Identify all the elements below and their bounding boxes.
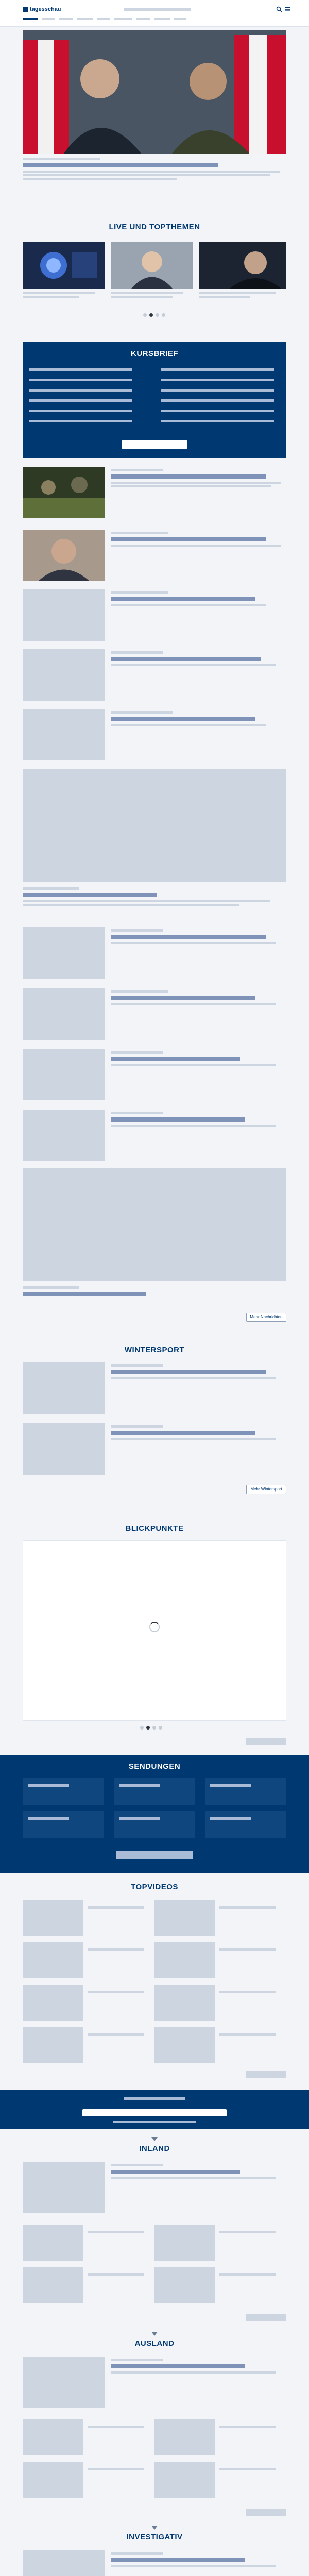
- ausland-thumb[interactable]: [154, 2462, 215, 2498]
- news-thumb-3[interactable]: [23, 589, 105, 641]
- topvideo-title[interactable]: [219, 1906, 276, 1909]
- topvideo-thumb[interactable]: [23, 2027, 83, 2063]
- carousel-dot[interactable]: [152, 1726, 156, 1730]
- news-teaser: [111, 545, 281, 547]
- wintersport-kicker: [111, 1364, 163, 1367]
- news-teaser: [111, 1003, 276, 1005]
- topvideo-thumb[interactable]: [154, 2027, 215, 2063]
- hero-headline[interactable]: [23, 163, 218, 167]
- carousel-dot[interactable]: [159, 1726, 162, 1730]
- carousel-dot[interactable]: [149, 313, 153, 317]
- kursbrief-item[interactable]: [29, 389, 132, 392]
- carousel-dot[interactable]: [146, 1726, 150, 1730]
- carousel-dot[interactable]: [143, 313, 147, 317]
- live-card-1-title[interactable]: [23, 296, 79, 298]
- ausland-item-title[interactable]: [219, 2468, 276, 2470]
- kursbrief-item[interactable]: [161, 379, 274, 381]
- hero-teaser: [23, 171, 280, 173]
- inland-kicker: [111, 2164, 163, 2166]
- section-title-live: LIVE UND TOPTHEMEN: [109, 223, 200, 231]
- news-kicker: [111, 651, 163, 654]
- inland-item-title[interactable]: [88, 2273, 144, 2276]
- inland-thumb[interactable]: [23, 2225, 83, 2261]
- news-teaser: [111, 942, 276, 944]
- news-kicker: [111, 1051, 163, 1054]
- sendung-title: [28, 1784, 69, 1787]
- sendung-title: [210, 1817, 251, 1820]
- topvideo-thumb[interactable]: [23, 1942, 83, 1978]
- blickpunkte-button[interactable]: [246, 1738, 286, 1745]
- news-headline[interactable]: [111, 1117, 245, 1122]
- news-teaser: [111, 724, 266, 726]
- news-thumb-8[interactable]: [23, 1049, 105, 1100]
- topvideo-thumb[interactable]: [23, 1900, 83, 1936]
- news-kicker: [111, 711, 173, 714]
- sendung-tile-2[interactable]: [114, 1778, 195, 1805]
- topvideo-title[interactable]: [88, 1991, 144, 1993]
- news-headline[interactable]: [111, 935, 266, 939]
- sendung-tile-4[interactable]: [23, 1811, 104, 1838]
- more-news-button[interactable]: Mehr Nachrichten: [246, 1313, 286, 1322]
- live-card-2-image[interactable]: [111, 242, 193, 289]
- inland-thumb[interactable]: [154, 2225, 215, 2261]
- section-title-investigativ: INVESTIGATIV: [126, 2533, 183, 2541]
- nav-tab[interactable]: [97, 18, 110, 20]
- kursbrief-item[interactable]: [161, 420, 274, 422]
- news-headline[interactable]: [111, 657, 261, 661]
- wintersport-headline[interactable]: [111, 1431, 255, 1435]
- sendung-tile-5[interactable]: [114, 1811, 195, 1838]
- sendung-tile-3[interactable]: [205, 1778, 286, 1805]
- live-card-2-title[interactable]: [111, 292, 183, 294]
- topvideo-title[interactable]: [219, 1991, 276, 1993]
- news-thumb-7[interactable]: [23, 988, 105, 1040]
- news-teaser: [111, 1125, 276, 1127]
- sendung-title: [210, 1784, 251, 1787]
- investigativ-teaser: [111, 2565, 276, 2567]
- news-thumb-9[interactable]: [23, 1110, 105, 1161]
- kursbrief-item[interactable]: [161, 399, 274, 402]
- kursbrief-item[interactable]: [29, 420, 132, 422]
- inland-lead-image[interactable]: [23, 2162, 105, 2213]
- feature-image[interactable]: [23, 769, 286, 882]
- wintersport-headline[interactable]: [111, 1370, 266, 1374]
- ausland-kicker: [111, 2359, 163, 2361]
- inland-thumb[interactable]: [23, 2267, 83, 2303]
- topvideo-title[interactable]: [219, 2033, 276, 2036]
- inland-item-title[interactable]: [219, 2273, 276, 2276]
- news-teaser: [111, 482, 281, 484]
- wintersport-teaser: [111, 1438, 276, 1440]
- chevron-down-icon: [151, 2137, 158, 2141]
- topvideos-button[interactable]: [246, 2071, 286, 2078]
- topvideo-title[interactable]: [88, 1906, 144, 1909]
- nav-tab[interactable]: [23, 18, 38, 20]
- newsletter-title: [124, 2097, 185, 2100]
- news-teaser: [111, 604, 266, 606]
- section-title-blickpunkte: BLICKPUNKTE: [125, 1524, 184, 1533]
- nav-tab[interactable]: [174, 18, 186, 20]
- logo-mark-icon: [23, 7, 28, 12]
- ausland-item-title[interactable]: [219, 2426, 276, 2428]
- inland-thumb[interactable]: [154, 2267, 215, 2303]
- wintersport-thumb[interactable]: [23, 1362, 105, 1414]
- loading-spinner: [149, 1622, 160, 1632]
- news-kicker: [111, 990, 168, 993]
- wintersport-thumb[interactable]: [23, 1423, 105, 1475]
- kursbrief-item[interactable]: [161, 410, 274, 412]
- news-headline[interactable]: [111, 717, 255, 721]
- kursbrief-item[interactable]: [161, 389, 274, 392]
- site-header: [0, 0, 309, 27]
- kursbrief-item[interactable]: [29, 379, 132, 381]
- topvideo-title[interactable]: [88, 1948, 144, 1951]
- nav-tab[interactable]: [136, 18, 150, 20]
- news-kicker: [111, 591, 168, 594]
- ausland-item-title[interactable]: [88, 2468, 144, 2470]
- hero-teaser: [23, 174, 270, 176]
- feature-teaser: [23, 900, 270, 902]
- news-kicker: [111, 469, 163, 471]
- hero-image[interactable]: [23, 30, 286, 154]
- kursbrief-button[interactable]: [122, 440, 187, 449]
- inland-teaser: [111, 2177, 276, 2179]
- section-title-kursbrief: KURSBRIEF: [130, 349, 178, 358]
- newsletter-note: [113, 2121, 196, 2123]
- ausland-lead-image[interactable]: [23, 2357, 105, 2408]
- ausland-more-button[interactable]: [246, 2509, 286, 2516]
- topvideo-title[interactable]: [88, 2033, 144, 2036]
- feature-headline[interactable]: [23, 1292, 146, 1296]
- wintersport-kicker: [111, 1425, 163, 1428]
- newsletter-input[interactable]: [82, 2109, 227, 2116]
- news-headline[interactable]: [111, 1057, 240, 1061]
- nav-tab[interactable]: [114, 18, 132, 20]
- feature-kicker: [23, 1286, 79, 1289]
- header-center-text[interactable]: [124, 8, 191, 11]
- investigativ-lead-image[interactable]: [23, 2550, 105, 2576]
- news-thumb-5[interactable]: [23, 709, 105, 760]
- ausland-teaser: [111, 2371, 276, 2374]
- ausland-item-title[interactable]: [88, 2426, 144, 2428]
- chevron-down-icon: [151, 2332, 158, 2336]
- news-headline[interactable]: [111, 597, 255, 601]
- hero-kicker: [23, 158, 100, 160]
- news-thumb-4[interactable]: [23, 649, 105, 701]
- feature-headline[interactable]: [23, 893, 157, 897]
- feature-image-2[interactable]: [23, 1168, 286, 1281]
- section-title-inland: INLAND: [139, 2144, 170, 2153]
- sendung-title: [28, 1817, 69, 1820]
- live-card-3-title[interactable]: [199, 296, 250, 298]
- sendungen-button[interactable]: [116, 1851, 193, 1859]
- section-title-sendungen: SENDUNGEN: [128, 1762, 181, 1771]
- nav-tab[interactable]: [154, 18, 170, 20]
- live-card-2-title[interactable]: [111, 296, 173, 298]
- section-title-topvideos: TOPVIDEOS: [131, 1883, 178, 1891]
- inland-headline[interactable]: [111, 2170, 240, 2174]
- news-teaser: [111, 485, 271, 487]
- menu-icon[interactable]: [284, 6, 290, 12]
- live-card-3-image[interactable]: [199, 242, 286, 289]
- nav-tab[interactable]: [59, 18, 73, 20]
- news-headline[interactable]: [111, 996, 255, 1000]
- news-teaser: [111, 664, 276, 666]
- investigativ-headline[interactable]: [111, 2558, 245, 2562]
- kursbrief-item[interactable]: [29, 399, 132, 402]
- news-headline[interactable]: [111, 474, 266, 479]
- kursbrief-item[interactable]: [29, 410, 132, 412]
- search-icon[interactable]: [276, 6, 282, 12]
- section-title-wintersport: WINTERSPORT: [124, 1346, 185, 1354]
- feature-kicker: [23, 887, 79, 890]
- news-thumb-2[interactable]: [23, 530, 105, 581]
- more-wintersport-button[interactable]: Mehr Wintersport: [246, 1485, 286, 1494]
- sendung-title: [119, 1784, 160, 1787]
- inland-more-button[interactable]: [246, 2314, 286, 2321]
- feature-teaser: [23, 904, 239, 906]
- news-kicker: [111, 929, 163, 932]
- news-thumb-1[interactable]: [23, 467, 105, 518]
- hero-teaser: [23, 178, 177, 180]
- kursbrief-item[interactable]: [161, 368, 274, 371]
- topvideo-thumb[interactable]: [154, 1942, 215, 1978]
- sendung-tile-1[interactable]: [23, 1778, 104, 1805]
- sendung-title: [119, 1817, 160, 1820]
- sendung-tile-6[interactable]: [205, 1811, 286, 1838]
- ausland-thumb[interactable]: [154, 2419, 215, 2455]
- topvideo-thumb[interactable]: [154, 1985, 215, 2021]
- section-title-ausland: AUSLAND: [134, 2339, 175, 2348]
- news-headline[interactable]: [111, 537, 266, 541]
- nav-tab[interactable]: [42, 18, 55, 20]
- carousel-dot[interactable]: [162, 313, 165, 317]
- news-thumb-6[interactable]: [23, 927, 105, 979]
- chevron-down-icon: [151, 2526, 158, 2530]
- wintersport-teaser: [111, 1377, 276, 1379]
- live-card-1-title[interactable]: [23, 292, 95, 294]
- carousel-dot[interactable]: [140, 1726, 144, 1730]
- news-kicker: [111, 1112, 163, 1114]
- news-kicker: [111, 532, 168, 534]
- topvideo-thumb[interactable]: [23, 1985, 83, 2021]
- topvideo-thumb[interactable]: [154, 1900, 215, 1936]
- nav-tab[interactable]: [77, 18, 93, 20]
- ausland-headline[interactable]: [111, 2364, 245, 2368]
- logo-text[interactable]: tagesschau: [30, 6, 61, 12]
- kursbrief-item[interactable]: [29, 368, 132, 371]
- live-card-3-title[interactable]: [199, 292, 276, 294]
- live-card-1-image[interactable]: [23, 242, 105, 289]
- inland-item-title[interactable]: [219, 2231, 276, 2233]
- ausland-thumb[interactable]: [23, 2419, 83, 2455]
- investigativ-kicker: [111, 2552, 163, 2555]
- topvideo-title[interactable]: [219, 1948, 276, 1951]
- carousel-dot[interactable]: [156, 313, 159, 317]
- news-teaser: [111, 1064, 276, 1066]
- ausland-thumb[interactable]: [23, 2462, 83, 2498]
- inland-item-title[interactable]: [88, 2231, 144, 2233]
